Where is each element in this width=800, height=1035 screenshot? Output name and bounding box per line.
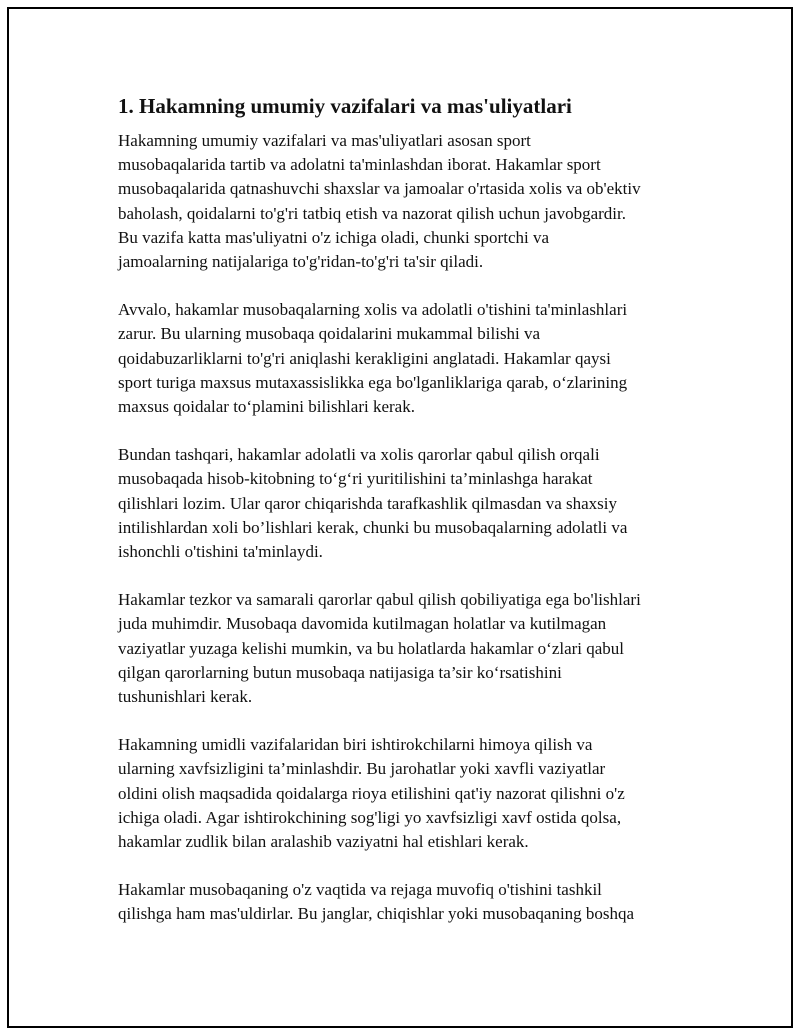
paragraph	[118, 733, 698, 854]
text-line: oldini olish maqsadida qoidalarga rioya etilishini qat'iy nazorat qilishni o'z	[118, 783, 625, 803]
text-line: Hakamlar tezkor va samarali qarorlar qabul qilish qobiliyatiga ega bo'lishlari	[118, 590, 641, 610]
text-line: qilgan qarorlarning butun musobaqa natijasiga ta’sir ko‘rsatishini	[118, 662, 562, 682]
paragraph	[118, 129, 698, 274]
text-line: tushunishlari kerak.	[118, 687, 253, 707]
paragraph	[118, 298, 698, 419]
text-line: Hakamning umumiy vazifalari va mas'uliyatlari asosan sport	[118, 131, 531, 150]
text-line: vaziyatlar yuzaga kelishi mumkin, va bu holatlarda hakamlar o‘zlari qabul	[118, 638, 625, 658]
text-line: Hakamning umidli vazifalaridan biri ishtirokchilarni himoya qilish va	[118, 735, 593, 755]
text-line: juda muhimdir. Musobaqa davomida kutilmagan holatlar va kutilmagan	[118, 614, 607, 634]
text-line: Avvalo, hakamlar musobaqalarning xolis va adolatli o'tishini ta'minlashlari	[118, 300, 628, 320]
text-line: ularning xavfsizligini ta’minlashdir. Bu jarohatlar yoki xavfli vaziyatlar	[118, 759, 606, 779]
text-line: qilishlari lozim. Ular qaror chiqarishda tarafkashlik qilmasdan va shaxsiy	[118, 493, 618, 513]
paragraph	[118, 443, 698, 564]
text-line: ichiga oladi. Agar ishtirokchining sog'ligi yo xavfsizligi xavf ostida qolsa,	[118, 807, 622, 827]
text-line: qoidabuzarliklarni to'g'ri aniqlashi kerakligini anglatadi. Hakamlar qaysi	[118, 348, 611, 368]
text-line: zarur. Bu ularning musobaqa qoidalarini mukammal bilishi va	[118, 324, 541, 344]
text-line: musobaqalarida tartib va adolatni ta'minlashdan iborat. Hakamlar sport	[118, 155, 601, 175]
paragraph	[118, 878, 698, 926]
text-line: Hakamlar musobaqaning o'z vaqtida va rejaga muvofiq o'tishini tashkil	[118, 880, 602, 900]
paragraph	[118, 588, 698, 709]
document-body	[118, 93, 698, 951]
text-line: Bundan tashqari, hakamlar adolatli va xolis qarorlar qabul qilish orqali	[118, 445, 600, 465]
text-line: sport turiga maxsus mutaxassislikka ega bo'lganliklariga qarab, o‘zlarining	[118, 372, 628, 392]
text-line: baholash, qoidalarni to'g'ri tatbiq etish va nazorat qilish uchun javobgardir.	[118, 203, 626, 223]
text-line: qilishga ham mas'uldirlar. Bu janglar, chiqishlar yoki musobaqaning boshqa	[118, 904, 635, 924]
text-line: musobaqada hisob-kitobning to‘g‘ri yuritilishini ta’minlashga harakat	[118, 469, 593, 489]
text-line: hakamlar zudlik bilan aralashib vaziyatni hal etishlari kerak.	[118, 832, 529, 852]
text-line: ishonchli o'tishini ta'minlaydi.	[118, 542, 323, 562]
text-line: intilishlardan xoli bo’lishlari kerak, chunki bu musobaqalarning adolatli va	[118, 517, 628, 537]
text-line: Bu vazifa katta mas'uliyatni o'z ichiga oladi, chunki sportchi va	[118, 227, 550, 247]
text-line: jamoalarning natijalariga to'g'ridan-to'g'ri ta'sir qiladi.	[118, 252, 484, 272]
section-heading: 1. Hakamning umumiy vazifalari va mas'uliyatlari	[118, 94, 572, 118]
text-line: musobaqalarida qatnashuvchi shaxslar va jamoalar o'rtasida xolis va ob'ektiv	[118, 179, 641, 199]
text-line: maxsus qoidalar to‘plamini bilishlari kerak.	[118, 397, 415, 417]
